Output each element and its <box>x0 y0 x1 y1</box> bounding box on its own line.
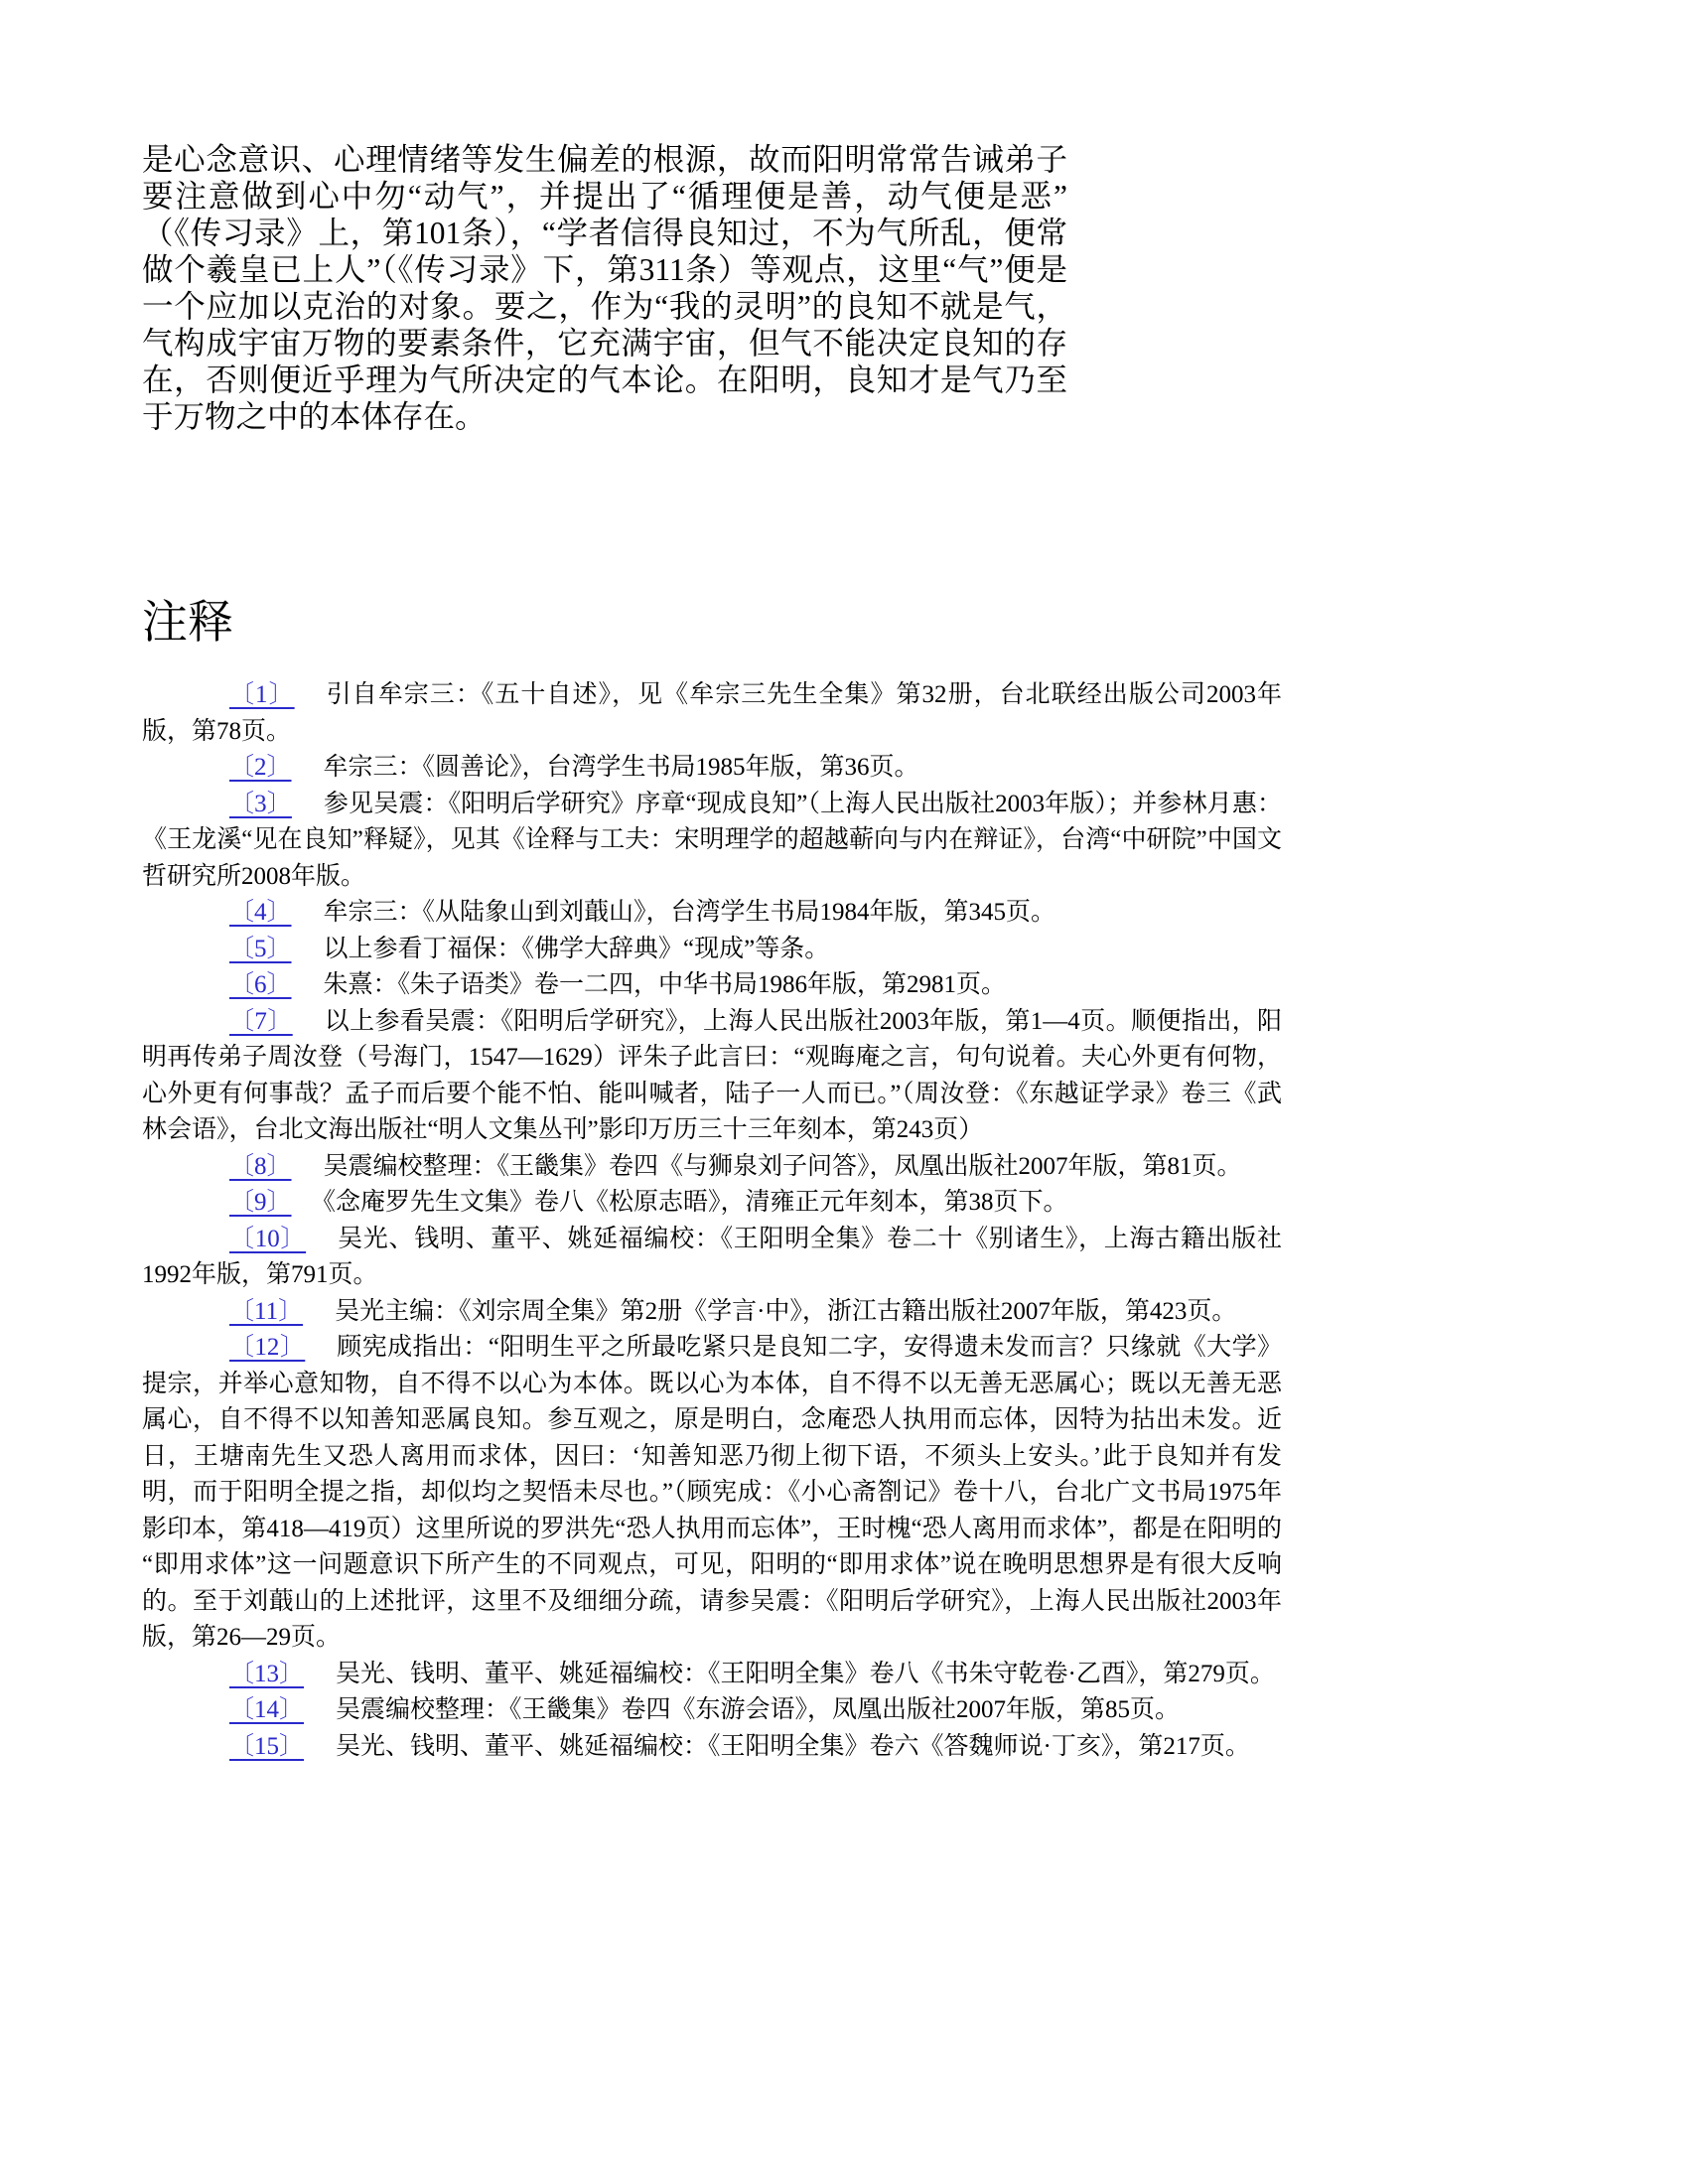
footnote-text: 以上参看丁福保：《佛学大辞典》“现成”等条。 <box>323 935 830 962</box>
footnote-text: 吴震编校整理：《王畿集》卷四《与狮泉刘子问答》，凤凰出版社2007年版，第81页。 <box>323 1152 1242 1180</box>
footnote-text: 引自牟宗三：《五十自述》，见《牟宗三先生全集》第32册，台北联经出版公司2003年版，第78页。 <box>142 681 1282 745</box>
footnote-text: 吴光主编：《刘宗周全集》第2册《学言·中》，浙江古籍出版社2007年版，第423页。 <box>335 1297 1237 1325</box>
footnote-text: 吴光、钱明、董平、姚延福编校：《王阳明全集》卷八《书朱守乾卷·乙酉》，第279页。 <box>336 1660 1275 1687</box>
footnote-ref-link[interactable]: 〔10〕 <box>229 1225 307 1252</box>
footnote-item <box>142 1222 1282 1294</box>
footnote-item <box>142 932 1282 968</box>
page-content <box>142 141 1282 1765</box>
footnote-ref-link[interactable]: 〔2〕 <box>229 754 292 781</box>
footnote-item <box>142 1657 1282 1693</box>
footnote-item <box>142 895 1282 932</box>
footnote-text: 吴光、钱明、董平、姚延福编校：《王阳明全集》卷二十《别诸生》，上海古籍出版社1992年版，第791页。 <box>142 1225 1282 1288</box>
footnote-ref-link[interactable]: 〔13〕 <box>229 1660 305 1687</box>
footnotes-list <box>142 677 1282 1765</box>
body-paragraph: 是心念意识、心理情绪等发生偏差的根源，故而阳明常常告诫弟子要注意做到心中勿“动气”，并提出了“循理便是善，动气便是恶”（《传习录》上，第101条），“学者信得良知过，不为气所乱，便常做个羲皇已上人”（《传习录》下，第311条）等观点，这里“气”便是一个应加以克治的对象。要之，作为“我的灵明”的良知不就是气，气构成宇宙万物的要素条件，它充满宇宙，但气不能决定良知的存在，否则便近乎理为气所决定的气本论。在阳明，良知才是气乃至于万物之中的本体存在。 <box>142 142 1067 434</box>
footnote-text: 《念庵罗先生文集》卷八《松原志晤》，清雍正元年刻本，第38页下。 <box>323 1189 1068 1216</box>
footnote-ref-link[interactable]: 〔11〕 <box>229 1297 304 1325</box>
footnote-text: 牟宗三：《从陆象山到刘蕺山》，台湾学生书局1984年版，第345页。 <box>323 899 1056 926</box>
footnote-item <box>142 1004 1282 1149</box>
footnote-ref-link[interactable]: 〔9〕 <box>229 1189 292 1216</box>
footnote-item <box>142 1729 1282 1766</box>
footnote-item <box>142 967 1282 1004</box>
footnote-ref-link[interactable]: 〔12〕 <box>229 1334 306 1361</box>
footnote-text: 顾宪成指出：“阳明生平之所最吃紧只是良知二字，安得遗未发而言？只缘就《大学》提宗，并举心意知物，自不得不以心为本体。既以心为本体，自不得不以无善无恶属心；既以无善无恶属心，自不得不以知善知恶属良知。参互观之，原是明白，念庵恐人执用而忘体，因特为拈出未发。近日，王塘南先生又恐人离用而求体，因曰：‘知善知恶乃彻上彻下语，不须头上安头。’此于良知并有发明，而于阳明全提之指，却似均之契悟未尽也。”（顾宪成：《小心斋劄记》卷十八，台北广文书局1975年影印本，第418—419页）这里所说的罗洪先“恐人执用而忘体”，王时槐“恐人离用而求体”，都是在阳明的“即用求体”这一问题意识下所产生的不同观点，可见，阳明的“即用求体”说在晚明思想界是有很大反响的。至于刘蕺山的上述批评，这里不及细细分疏，请参吴震：《阳明后学研究》，上海人民出版社2003年版，第26—29页。 <box>142 1334 1282 1651</box>
footnote-text: 牟宗三：《圆善论》，台湾学生书局1985年版，第36页。 <box>323 754 919 781</box>
footnote-item <box>142 1692 1282 1729</box>
footnote-ref-link[interactable]: 〔8〕 <box>229 1152 292 1180</box>
footnote-ref-link[interactable]: 〔1〕 <box>229 681 295 708</box>
footnote-item <box>142 1149 1282 1186</box>
notes-section-heading: 注释 <box>142 597 233 648</box>
footnote-item <box>142 750 1282 787</box>
footnote-item <box>142 787 1282 896</box>
footnote-ref-link[interactable]: 〔6〕 <box>229 971 292 998</box>
footnote-ref-link[interactable]: 〔14〕 <box>229 1696 305 1723</box>
footnote-text: 吴光、钱明、董平、姚延福编校：《王阳明全集》卷六《答魏师说·丁亥》，第217页。 <box>336 1732 1250 1760</box>
footnote-text: 以上参看吴震：《阳明后学研究》，上海人民出版社2003年版，第1—4页。顺便指出，阳明再传弟子周汝登（号海门，1547—1629）评朱子此言曰：“观晦庵之言，句句说着。夫心外更有何物，心外更有何事哉？孟子而后要个能不怕、能叫喊者，陆子一人而已。”（周汝登：《东越证学录》卷三《武林会语》，台北文海出版社“明人文集丛刊”影印万历三十三年刻本，第243页） <box>142 1007 1282 1143</box>
footnote-ref-link[interactable]: 〔4〕 <box>229 899 292 926</box>
footnote-text: 吴震编校整理：《王畿集》卷四《东游会语》，凤凰出版社2007年版，第85页。 <box>336 1696 1181 1723</box>
footnote-item <box>142 1294 1282 1331</box>
footnote-ref-link[interactable]: 〔3〕 <box>229 790 292 817</box>
footnote-item <box>142 1330 1282 1657</box>
footnote-item <box>142 677 1282 750</box>
footnote-ref-link[interactable]: 〔15〕 <box>229 1732 305 1760</box>
footnote-text: 参见吴震：《阳明后学研究》序章“现成良知”（上海人民出版社2003年版）；并参林月惠：《王龙溪“见在良知”释疑》，见其《诠释与工夫：宋明理学的超越蕲向与内在辩证》，台湾“中研院”中国文哲研究所2008年版。 <box>142 790 1282 890</box>
footnote-text: 朱熹：《朱子语类》卷一二四，中华书局1986年版，第2981页。 <box>323 971 1007 998</box>
footnote-ref-link[interactable]: 〔7〕 <box>229 1007 293 1035</box>
footnote-ref-link[interactable]: 〔5〕 <box>229 935 292 962</box>
footnote-item <box>142 1185 1282 1222</box>
